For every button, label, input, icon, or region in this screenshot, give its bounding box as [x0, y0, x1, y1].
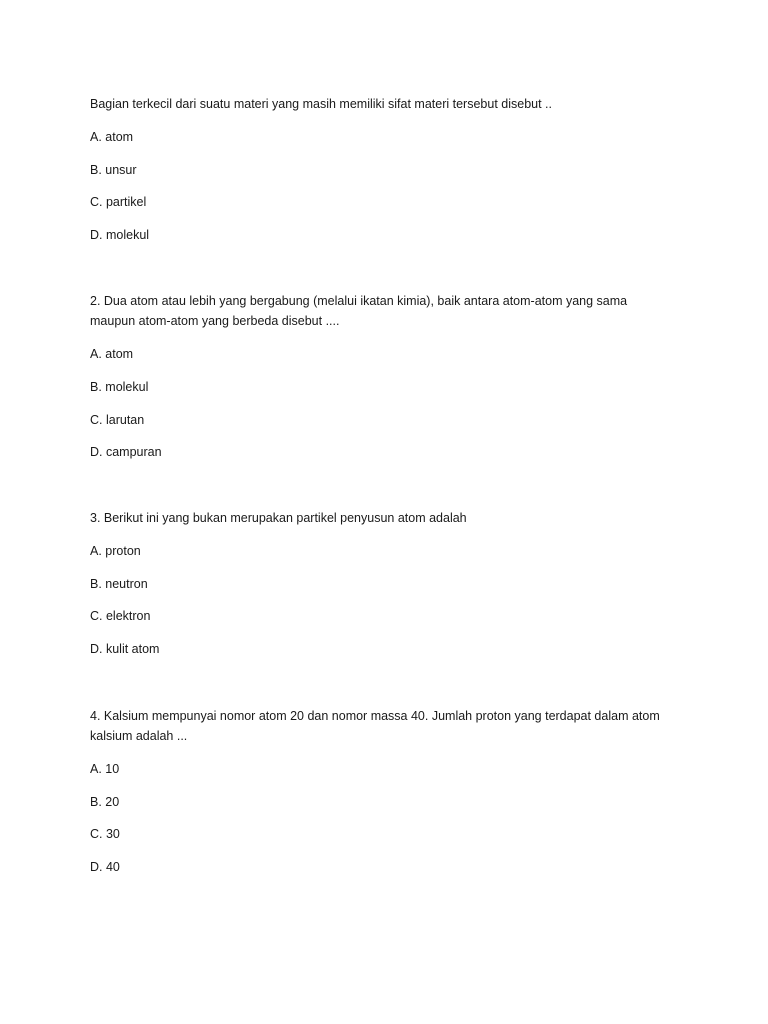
question-3-option-a: A. proton	[90, 544, 141, 558]
question-4-option-d: D. 40	[90, 860, 120, 874]
question-1-option-b: B. unsur	[90, 163, 137, 177]
question-3-text: 3. Berikut ini yang bukan merupakan partikel penyusun atom adalah	[90, 511, 467, 525]
question-4-text-line-1: 4. Kalsium mempunyai nomor atom 20 dan nomor massa 40. Jumlah proton yang terdapat dalam atom	[90, 709, 660, 723]
question-2-option-c: C. larutan	[90, 413, 145, 427]
question-3-option-b: B. neutron	[90, 577, 148, 591]
question-3-option-d: D. kulit atom	[90, 642, 160, 656]
question-1-text: Bagian terkecil dari suatu materi yang masih memiliki sifat materi tersebut disebut ..	[90, 97, 552, 111]
question-2-option-a: A. atom	[90, 347, 134, 361]
question-4-option-b: B. 20	[90, 795, 120, 809]
question-4-text-line-2: kalsium adalah ...	[90, 729, 188, 743]
question-4-option-a: A. 10	[90, 762, 120, 776]
question-2-option-d: D. campuran	[90, 445, 162, 459]
question-4-option-c: C. 30	[90, 827, 120, 841]
question-1-option-c: C. partikel	[90, 195, 147, 209]
question-2-text-line-2: maupun atom-atom yang berbeda disebut ....	[90, 314, 340, 328]
question-1-option-d: D. molekul	[90, 228, 150, 242]
question-2-option-b: B. molekul	[90, 380, 149, 394]
question-1-option-a: A. atom	[90, 130, 134, 144]
question-2-text-line-1: 2. Dua atom atau lebih yang bergabung (melalui ikatan kimia), baik antara atom-atom yang sama	[90, 294, 628, 308]
question-3-option-c: C. elektron	[90, 609, 151, 623]
